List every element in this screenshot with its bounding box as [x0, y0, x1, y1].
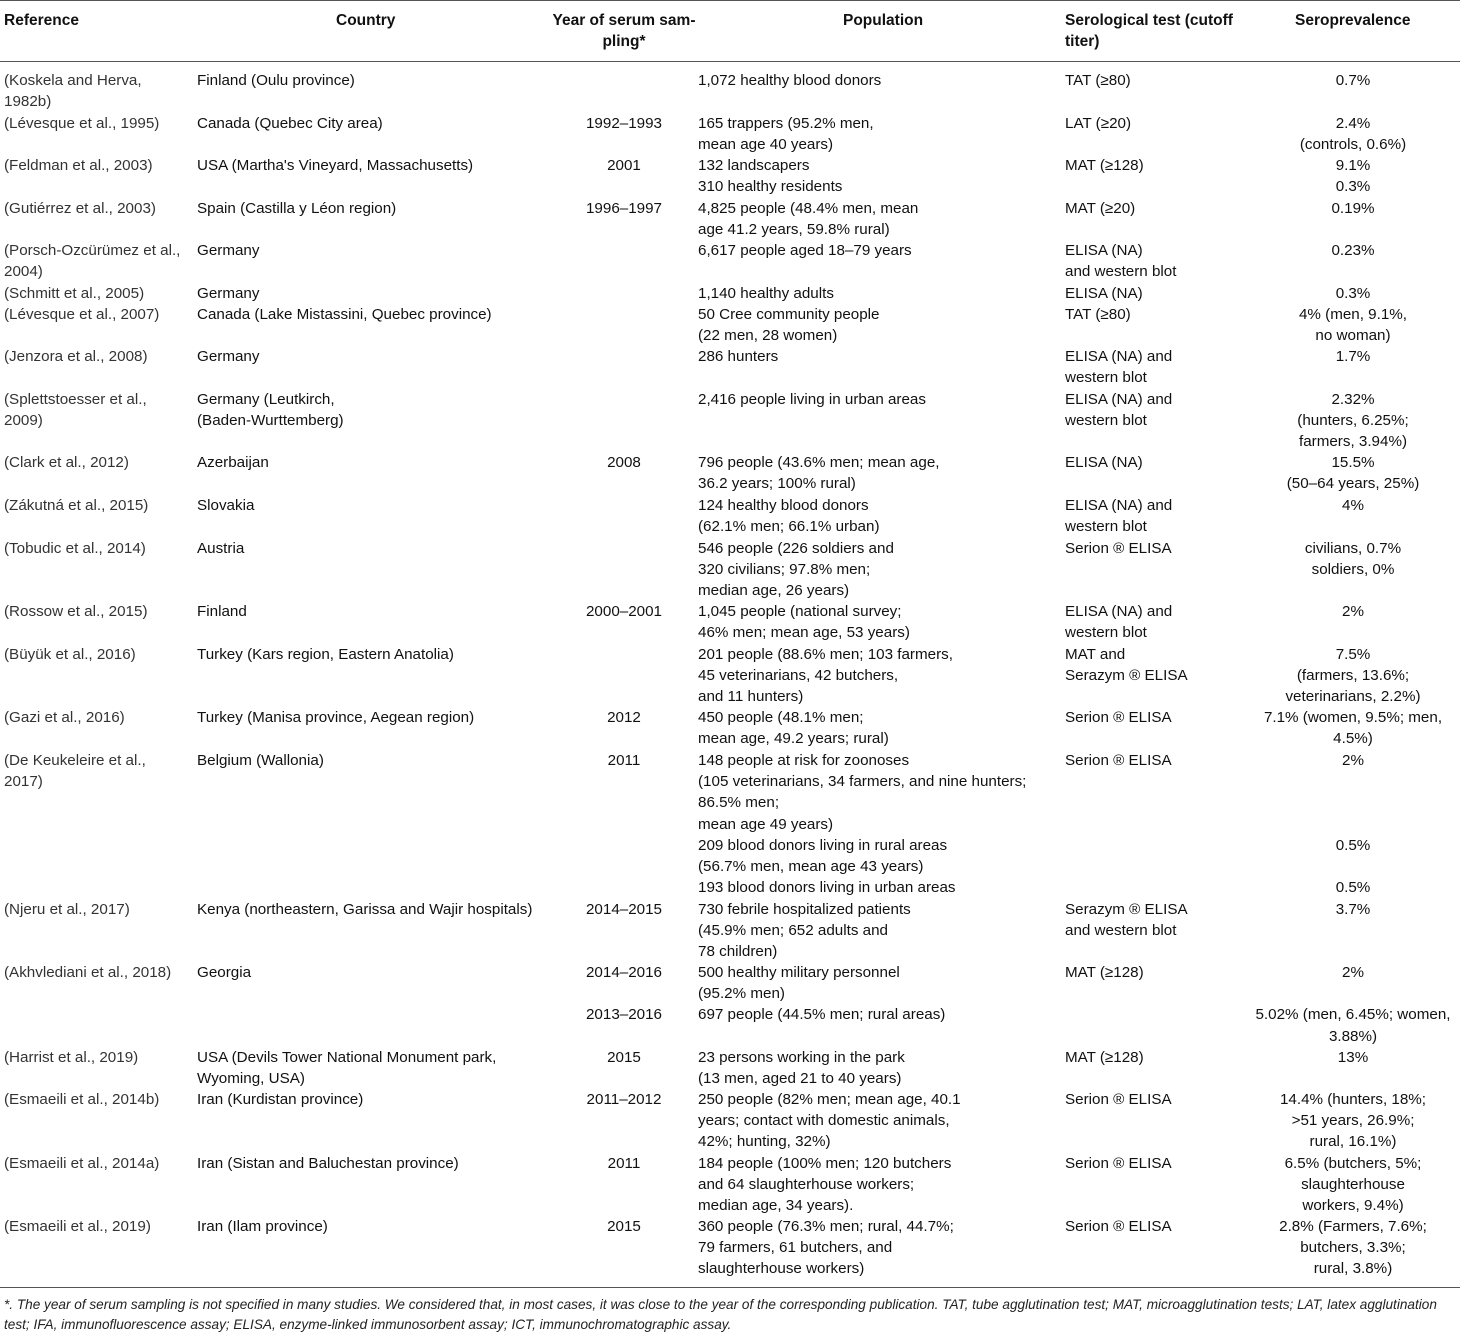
cell-reference: (Büyük et al., 2016)	[4, 646, 136, 663]
cell-country: Spain (Castilla y Léon region)	[197, 200, 397, 217]
cell-seroprevalence: 0.3%	[1335, 285, 1371, 302]
cell-year: 2011	[607, 1155, 641, 1172]
cell-country: Austria	[197, 540, 245, 557]
cell-seroprevalence: 13%	[1337, 1049, 1369, 1066]
cell-serological-test: MAT (≥128)	[1065, 964, 1144, 981]
cell-seroprevalence: 3.7%	[1335, 901, 1371, 918]
cell-country: Turkey (Kars region, Eastern Anatolia)	[197, 646, 454, 663]
cell-population: 50 Cree community people (22 men, 28 women)	[698, 306, 880, 345]
cell-year: 1996–1997	[585, 200, 663, 217]
cell-population: 132 landscapers 310 healthy residents	[698, 157, 843, 196]
cell-country: Iran (Sistan and Baluchestan province)	[197, 1155, 459, 1172]
cell-serological-test: TAT (≥80)	[1065, 306, 1131, 323]
cell-population: 6,617 people aged 18–79 years	[698, 242, 912, 259]
cell-country: USA (Devils Tower National Monument park, Wyoming, USA)	[197, 1049, 497, 1088]
cell-serological-test: Serion ® ELISA	[1065, 1218, 1172, 1235]
cell-seroprevalence: 2.4% (controls, 0.6%)	[1299, 115, 1407, 154]
cell-reference: (De Keukeleire et al., 2017)	[4, 752, 146, 791]
cell-year: 2014–2016 2013–2016	[585, 964, 663, 1024]
cell-country: Azerbaijan	[197, 454, 269, 471]
cell-serological-test: Serazym ® ELISA and western blot	[1065, 901, 1188, 940]
cell-seroprevalence: 14.4% (hunters, 18%; >51 years, 26.9%; rural, 16.1%)	[1279, 1091, 1427, 1151]
cell-reference: (Koskela and Herva, 1982b)	[4, 72, 142, 111]
cell-country: USA (Martha's Vineyard, Massachusetts)	[197, 157, 474, 174]
cell-country: Canada (Quebec City area)	[197, 115, 383, 132]
cell-reference: (Esmaeili et al., 2014a)	[4, 1155, 160, 1172]
cell-reference: (Esmaeili et al., 2019)	[4, 1218, 151, 1235]
cell-reference: (Gazi et al., 2016)	[4, 709, 125, 726]
cell-reference: (Rossow et al., 2015)	[4, 603, 148, 620]
cell-serological-test: MAT (≥128)	[1065, 157, 1144, 174]
cell-serological-test: MAT and Serazym ® ELISA	[1065, 646, 1188, 685]
cell-population: 1,140 healthy adults	[698, 285, 834, 302]
cell-reference: (Gutiérrez et al., 2003)	[4, 200, 156, 217]
cell-country: Iran (Ilam province)	[197, 1218, 328, 1235]
cell-country: Slovakia	[197, 497, 255, 514]
cell-reference: (Porsch-Ozcürümez et al., 2004)	[4, 242, 181, 281]
header-seroprevalence: Seroprevalence	[1295, 12, 1411, 29]
cell-seroprevalence: 2% 5.02% (men, 6.45%; women, 3.88%)	[1255, 964, 1451, 1045]
table-header	[0, 0, 1460, 62]
cell-seroprevalence: civilians, 0.7% soldiers, 0%	[1304, 540, 1402, 579]
cell-serological-test: ELISA (NA) and western blot	[1065, 391, 1173, 430]
cell-population: 23 persons working in the park (13 men, aged 21 to 40 years)	[698, 1049, 905, 1088]
cell-reference: (Akhvlediani et al., 2018)	[4, 964, 172, 981]
cell-serological-test: ELISA (NA)	[1065, 285, 1143, 302]
cell-reference: (Esmaeili et al., 2014b)	[4, 1091, 160, 1108]
cell-serological-test: Serion ® ELISA	[1065, 1091, 1172, 1108]
cell-reference: (Zákutná et al., 2015)	[4, 497, 149, 514]
cell-country: Belgium (Wallonia)	[197, 752, 324, 769]
cell-seroprevalence: 9.1% 0.3%	[1335, 157, 1371, 196]
cell-serological-test: LAT (≥20)	[1065, 115, 1132, 132]
cell-population: 360 people (76.3% men; rural, 44.7%; 79 farmers, 61 butchers, and slaughterhouse workers)	[698, 1218, 954, 1278]
cell-serological-test: ELISA (NA) and western blot	[1065, 603, 1173, 642]
cell-country: Finland	[197, 603, 247, 620]
cell-population: 1,045 people (national survey; 46% men; mean age, 53 years)	[698, 603, 910, 642]
cell-year: 2015	[607, 1218, 641, 1235]
cell-reference: (Jenzora et al., 2008)	[4, 348, 148, 365]
cell-country: Canada (Lake Mistassini, Quebec province)	[197, 306, 492, 323]
cell-year: 2011–2012	[586, 1091, 662, 1108]
cell-year: 2012	[607, 709, 641, 726]
cell-seroprevalence: 7.1% (women, 9.5%; men, 4.5%)	[1263, 709, 1443, 748]
cell-reference: (Lévesque et al., 2007)	[4, 306, 160, 323]
cell-year: 2015	[607, 1049, 641, 1066]
cell-population: 148 people at risk for zoonoses (105 veterinarians, 34 farmers, and nine hunters; 86.5% men; mean age 49 years) 209 blood donors living in rural areas (56.7% men, mean age 43 years) 193 blood donors living in urban areas	[698, 752, 1027, 897]
cell-population: 2,416 people living in urban areas	[698, 391, 926, 408]
cell-serological-test: TAT (≥80)	[1065, 72, 1131, 89]
cell-country: Kenya (northeastern, Garissa and Wajir hospitals)	[197, 901, 533, 918]
cell-serological-test: Serion ® ELISA	[1065, 1155, 1172, 1172]
header-country: Country	[336, 12, 396, 29]
cell-serological-test: MAT (≥20)	[1065, 200, 1136, 217]
cell-population: 546 people (226 soldiers and 320 civilians; 97.8% men; median age, 26 years)	[698, 540, 894, 600]
cell-year: 2008	[607, 454, 641, 471]
cell-reference: (Tobudic et al., 2014)	[4, 540, 146, 557]
cell-seroprevalence: 2.8% (Farmers, 7.6%; butchers, 3.3%; rural, 3.8%)	[1279, 1218, 1427, 1278]
cell-year: 1992–1993	[585, 115, 663, 132]
cell-country: Germany	[197, 285, 260, 302]
cell-country: Germany	[197, 242, 260, 259]
cell-seroprevalence: 4%	[1342, 497, 1364, 514]
cell-population: 201 people (88.6% men; 103 farmers, 45 veterinarians, 42 butchers, and 11 hunters)	[698, 646, 953, 706]
cell-year: 2001	[607, 157, 641, 174]
cell-serological-test: ELISA (NA) and western blot	[1065, 497, 1173, 536]
cell-population: 796 people (43.6% men; mean age, 36.2 years; 100% rural)	[698, 454, 940, 493]
table-bottom-rule	[0, 1287, 1460, 1288]
cell-serological-test: ELISA (NA) and western blot	[1065, 242, 1177, 281]
cell-seroprevalence: 0.23%	[1331, 242, 1375, 259]
header-year: Year of serum sam- pling*	[552, 12, 696, 50]
cell-seroprevalence: 0.19%	[1331, 200, 1375, 217]
cell-population: 1,072 healthy blood donors	[698, 72, 882, 89]
cell-seroprevalence: 0.7%	[1335, 72, 1371, 89]
cell-population: 286 hunters	[698, 348, 779, 365]
cell-reference: (Harrist et al., 2019)	[4, 1049, 139, 1066]
cell-population: 730 febrile hospitalized patients (45.9% men; 652 adults and 78 children)	[698, 901, 911, 961]
header-serological-test: Serological test (cutoff titer)	[1065, 12, 1233, 50]
cell-serological-test: Serion ® ELISA	[1065, 752, 1172, 769]
cell-population: 500 healthy military personnel (95.2% men) 697 people (44.5% men; rural areas)	[698, 964, 946, 1024]
cell-reference: (Lévesque et al., 1995)	[4, 115, 160, 132]
cell-seroprevalence: 2.32% (hunters, 6.25%; farmers, 3.94%)	[1297, 391, 1409, 451]
cell-population: 184 people (100% men; 120 butchers and 64 slaughterhouse workers; median age, 34 years).	[698, 1155, 952, 1215]
cell-country: Finland (Oulu province)	[197, 72, 355, 89]
cell-country: Turkey (Manisa province, Aegean region)	[197, 709, 475, 726]
cell-country: Iran (Kurdistan province)	[197, 1091, 364, 1108]
cell-serological-test: ELISA (NA) and western blot	[1065, 348, 1173, 387]
cell-serological-test: MAT (≥128)	[1065, 1049, 1144, 1066]
cell-serological-test: Serion ® ELISA	[1065, 540, 1172, 557]
cell-country: Germany (Leutkirch, (Baden-Wurttemberg)	[197, 391, 344, 430]
cell-country: Georgia	[197, 964, 252, 981]
cell-year: 2011	[607, 752, 641, 769]
cell-population: 165 trappers (95.2% men, mean age 40 years)	[698, 115, 874, 154]
cell-seroprevalence: 6.5% (butchers, 5%; slaughterhouse workers, 9.4%)	[1284, 1155, 1422, 1215]
cell-serological-test: Serion ® ELISA	[1065, 709, 1172, 726]
cell-reference: (Schmitt et al., 2005)	[4, 285, 145, 302]
cell-seroprevalence: 1.7%	[1335, 348, 1371, 365]
cell-reference: (Njeru et al., 2017)	[4, 901, 130, 918]
cell-reference: (Splettstoesser et al., 2009)	[4, 391, 147, 430]
cell-population: 450 people (48.1% men; mean age, 49.2 years; rural)	[698, 709, 889, 748]
cell-country: Germany	[197, 348, 260, 365]
cell-population: 124 healthy blood donors (62.1% men; 66.1% urban)	[698, 497, 880, 536]
cell-year: 2014–2015	[585, 901, 663, 918]
header-population: Population	[843, 12, 924, 29]
cell-population: 4,825 people (48.4% men, mean age 41.2 years, 59.8% rural)	[698, 200, 919, 239]
cell-seroprevalence: 15.5% (50–64 years, 25%)	[1286, 454, 1420, 493]
table-footnote: *. The year of serum sampling is not specified in many studies. We considered that, in most cases, it was close to the year of the corresponding publication. TAT, tube agglutination test; MAT, microagglutination tests; LAT, latex agglutination test; IFA, immunofluorescence assay; ELISA, enzyme-linked immunosorbent assay; ICT, immunochromatographic assay.	[4, 1297, 1437, 1332]
cell-reference: (Clark et al., 2012)	[4, 454, 129, 471]
cell-seroprevalence: 7.5% (farmers, 13.6%; veterinarians, 2.2%)	[1285, 646, 1421, 706]
cell-reference: (Feldman et al., 2003)	[4, 157, 153, 174]
cell-seroprevalence: 2%	[1342, 603, 1364, 620]
cell-population: 250 people (82% men; mean age, 40.1 years; contact with domestic animals, 42%; hunting, 32%)	[698, 1091, 961, 1151]
header-reference: Reference	[4, 12, 79, 29]
cell-serological-test: ELISA (NA)	[1065, 454, 1143, 471]
cell-seroprevalence: 2% 0.5% 0.5%	[1335, 752, 1371, 897]
cell-year: 2000–2001	[585, 603, 663, 620]
cell-seroprevalence: 4% (men, 9.1%, no woman)	[1298, 306, 1408, 345]
